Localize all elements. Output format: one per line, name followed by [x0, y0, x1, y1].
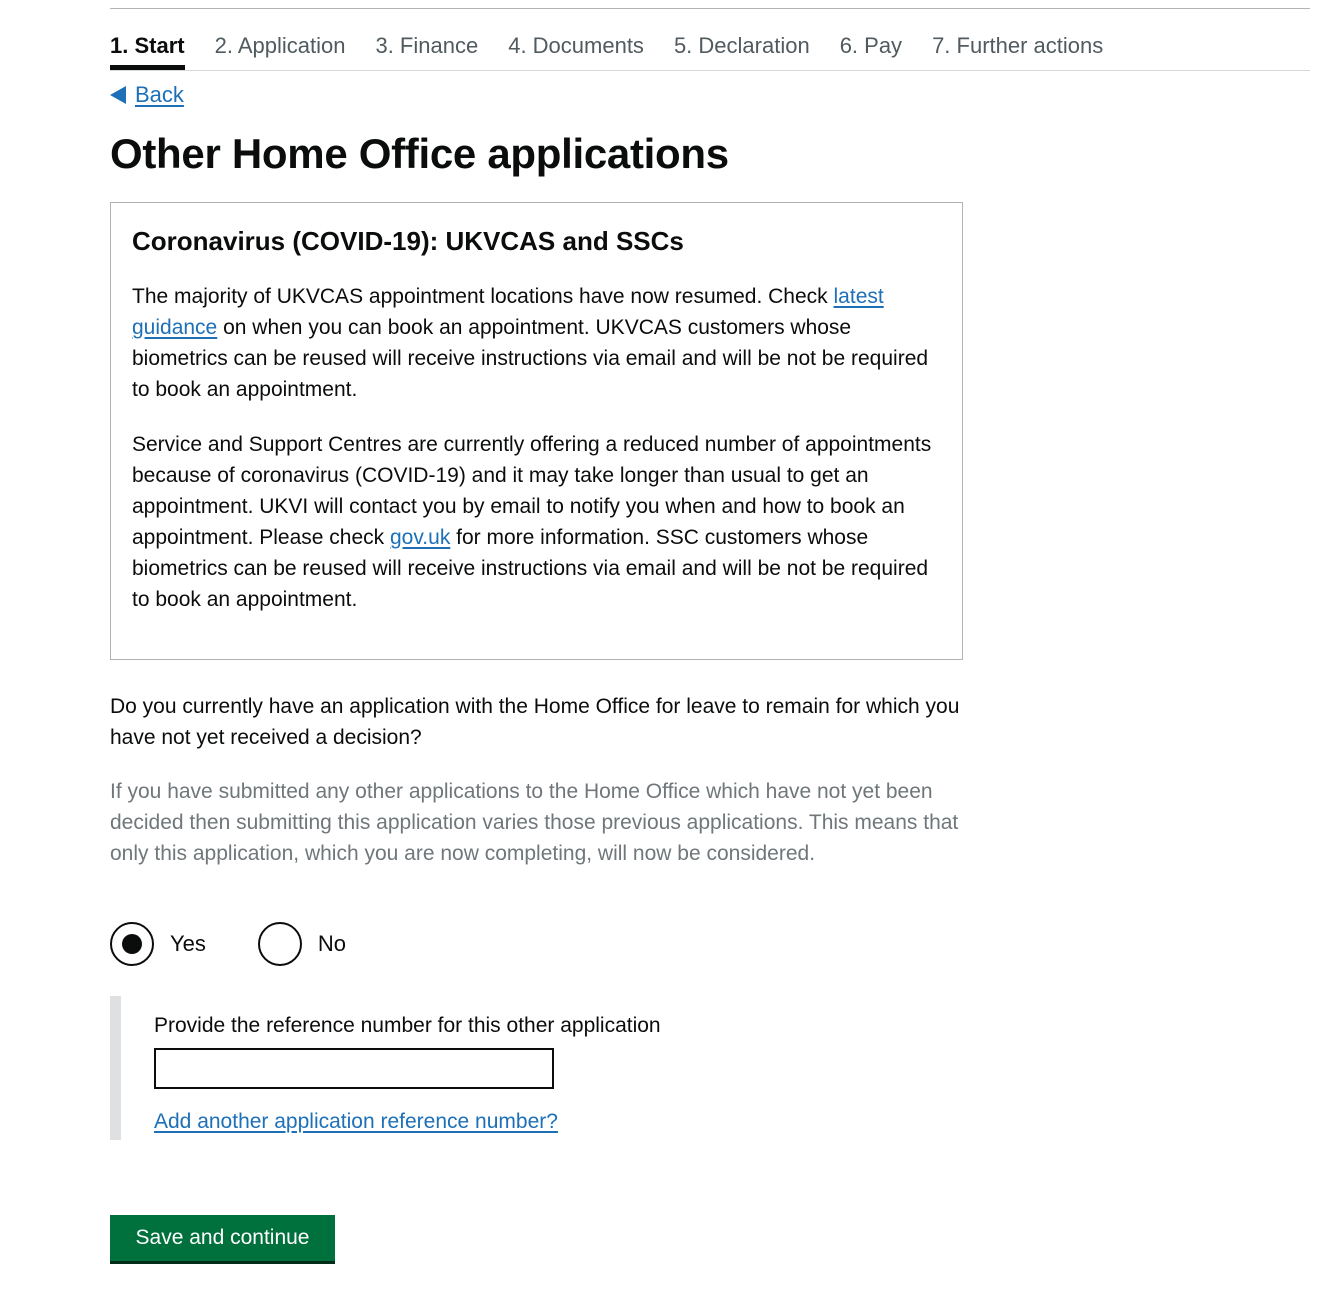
gov-uk-link[interactable]: gov.uk — [390, 526, 451, 549]
radio-no-circle[interactable] — [258, 922, 302, 966]
notice-paragraph-ukvcas — [132, 281, 942, 405]
question-text: Do you currently have an application with the Home Office for leave to remain for which you have not yet received a decision? — [110, 695, 960, 749]
step-start[interactable]: 1. Start — [110, 30, 185, 70]
radio-no-label[interactable]: No — [317, 931, 347, 956]
reference-conditional-panel — [110, 996, 810, 1140]
radio-group — [110, 922, 346, 966]
reference-label: Provide the reference number for this other application — [154, 1014, 661, 1037]
notice-p2-text-start: Service and Support Centres are currently offering a reduced number of appointments because of coronavirus (COVID-19) and it may take longer than usual to get an appointment. UKVI will contact you by email to notify you when and how to book an appointment. Please check — [132, 433, 932, 549]
step-documents[interactable]: 4. Documents — [508, 33, 644, 58]
notice-p1-text-end: on when you can book an appointment. UKVCAS customers whose biometrics can be reused will receive instructions via email and will be not be required to book an appointment. — [132, 316, 929, 401]
header-divider — [110, 8, 1310, 9]
step-declaration[interactable]: 5. Declaration — [673, 33, 810, 58]
back-link[interactable] — [110, 80, 184, 110]
step-pay[interactable]: 6. Pay — [839, 33, 903, 58]
save-and-continue-button[interactable]: Save and continue — [110, 1215, 335, 1261]
radio-yes-circle[interactable] — [110, 922, 154, 966]
notice-heading: Coronavirus (COVID-19): UKVCAS and SSCs — [132, 226, 684, 256]
add-reference-link[interactable]: Add another application reference number? — [154, 1110, 558, 1133]
step-application[interactable]: 2. Application — [214, 33, 346, 58]
page-title: Other Home Office applications — [110, 130, 729, 177]
latest-guidance-link[interactable]: latest guidance — [132, 285, 884, 339]
question-hint: If you have submitted any other applications to the Home Office which have not yet been decided then submitting this application varies those previous applications. This means that only this application, which you are now completing, will now be considered. — [110, 780, 959, 865]
radio-yes[interactable] — [110, 922, 206, 966]
back-link-label: Back — [135, 82, 184, 107]
reference-number-input[interactable] — [154, 1048, 554, 1089]
notice-p2-text-end: for more information. SSC customers whose biometrics can be reused will receive instructions via email and will be not be required to book an appointment. — [132, 526, 929, 611]
radio-no[interactable] — [258, 922, 346, 966]
notice-p1-text-start: The majority of UKVCAS appointment locations have now resumed. Check — [132, 285, 834, 308]
back-triangle-icon — [110, 86, 126, 104]
notice-paragraph-ssc — [132, 429, 942, 615]
step-finance[interactable]: 3. Finance — [375, 33, 479, 58]
radio-yes-label[interactable]: Yes — [170, 931, 206, 956]
covid-notice-panel — [110, 202, 963, 660]
progress-steps — [110, 30, 1310, 71]
step-further-actions[interactable]: 7. Further actions — [932, 33, 1104, 58]
